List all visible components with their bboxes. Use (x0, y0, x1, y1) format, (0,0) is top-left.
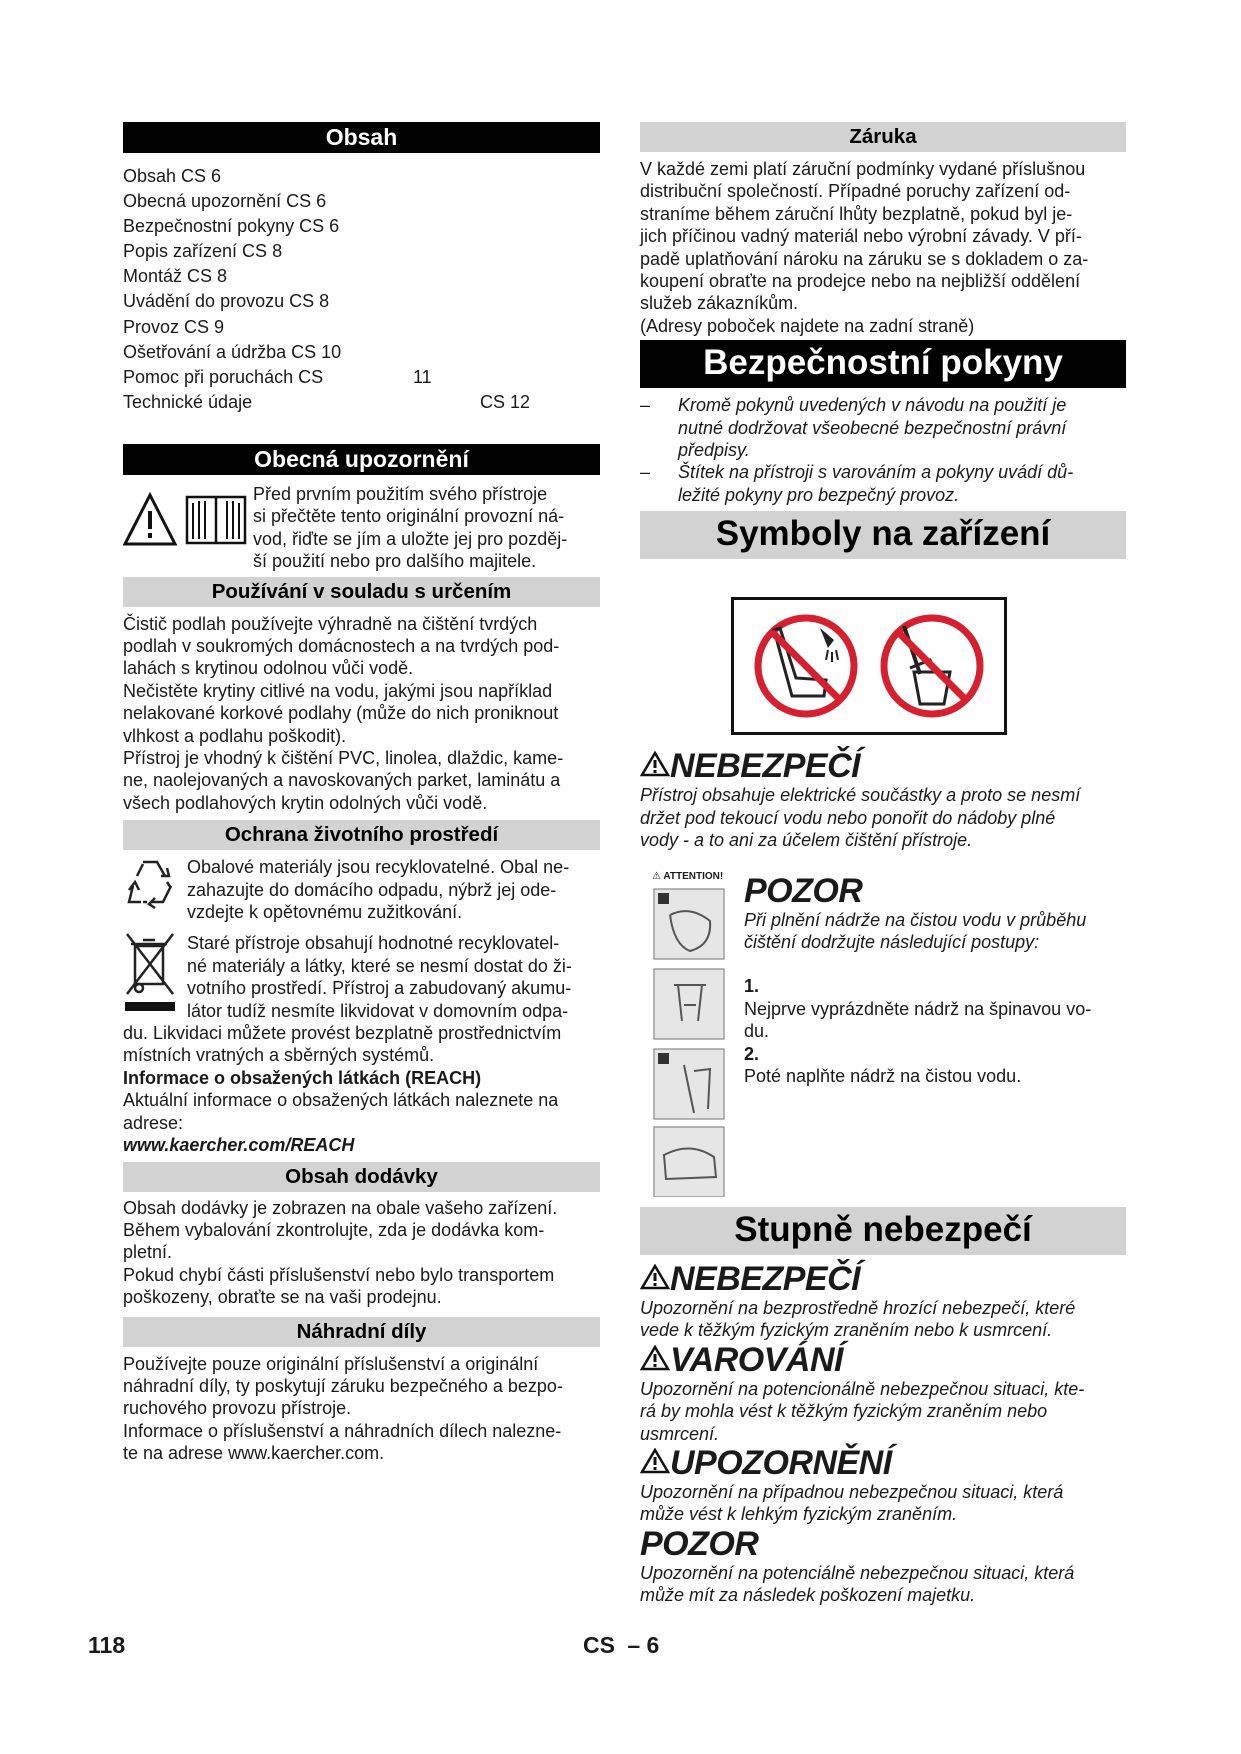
text-line: poškozeny, obraťte se na vaši prodejnu. (123, 1287, 442, 1308)
text-line: ne, naolejovaných a navoskovaných parket, laminátu a (123, 770, 561, 791)
attention-text: ATTENTION! (663, 870, 724, 882)
text-line: vod, řiďte se jím a uložte jej pro pozděj- (253, 528, 568, 549)
text-line: látor tudíž nesmíte likvidovat v domovním odpa- (187, 1000, 569, 1021)
text-line: Před prvním použitím svého přístroje (253, 483, 548, 504)
recycling-text (187, 856, 569, 923)
hazard-levels (640, 1261, 1126, 1607)
intended-use-heading: Používání v souladu s určením (123, 577, 600, 607)
toc-entry[interactable] (123, 164, 600, 189)
refill-pictograms (640, 869, 744, 1197)
text-line: ší použití nebo pro dalšího majitele. (253, 551, 537, 572)
crossed-bin-icon (123, 932, 177, 1014)
text-line: (Adresy poboček najdete na zadní straně) (640, 315, 975, 336)
toc-label[interactable]: Obsah CS 6 (123, 166, 222, 186)
weee-text (187, 932, 572, 1022)
warning-triangle-icon (640, 1264, 670, 1290)
delivery-heading: Obsah dodávky (123, 1162, 600, 1192)
text-line: zahazujte do domácího odpadu, nýbrž jej ode- (187, 879, 557, 900)
text-line: Používejte pouze originální příslušenství a originální (123, 1353, 539, 1374)
text-line: pletní. (123, 1242, 173, 1263)
text-line: podlah v soukromých domácnostech a na tvrdých pod- (123, 635, 560, 656)
text-line: Staré přístroje obsahují hodnotné recyklovatel- (187, 933, 560, 954)
warranty-text (640, 158, 1126, 337)
text-line: Obalové materiály jsou recyklovatelné. Obal ne- (187, 857, 570, 878)
text-line: padě uplatňování nároku na záruku se s dokladem o za- (640, 248, 1089, 269)
toc-label[interactable]: Obecná upozornění CS 6 (123, 191, 327, 212)
reach-link[interactable]: www.kaercher.com/REACH (123, 1135, 355, 1156)
text-line: Při plnění nádrže na čistou vodu v průběhu (744, 909, 1087, 930)
contents-heading: Obsah (123, 122, 600, 153)
warranty-heading: Záruka (640, 122, 1126, 152)
text-line: Upozornění na potenciálně nebezpečnou situaci, která (640, 1562, 1075, 1583)
text-line: vzdejte k opětovnému zužitkování. (187, 902, 463, 923)
weee-icon-wrap (123, 932, 187, 1014)
list-item (640, 394, 1126, 461)
text-line: koupení obraťte na prodejce nebo na nejbližší oddělení (640, 271, 1081, 292)
spare-parts-text (123, 1353, 600, 1465)
refill-steps (744, 975, 1091, 1087)
toc-entry[interactable] (123, 390, 600, 415)
step-number: 2. (744, 1043, 760, 1064)
level-notice-title: POZOR (640, 1524, 759, 1563)
toc-label[interactable]: Ošetřování a údržba CS 10 (123, 341, 342, 362)
text-line: všech podlahových krytin odolných vůči vodě. (123, 792, 488, 813)
attention-label (652, 869, 744, 885)
text-line: V každé zemi platí záruční podmínky vydané příslušnou (640, 159, 1086, 179)
toc-label[interactable]: Bezpečnostní pokyny CS 6 (123, 216, 340, 237)
level-notice-text (640, 1562, 1126, 1607)
text-line: Přístroj obsahuje elektrické součástky a proto se nesmí (640, 785, 1081, 806)
text-line: ležité pokyny pro bezpečný provoz. (678, 484, 960, 505)
text-line: usmrcení. (640, 1423, 720, 1444)
general-notes-text (253, 483, 567, 573)
toc-label[interactable]: Pomoc při poruchách CS (123, 366, 324, 387)
left-column (123, 122, 600, 1465)
refill-procedure-block (640, 869, 1126, 1197)
no-water-symbols-icon (734, 600, 1004, 732)
delivery-text (123, 1197, 600, 1309)
text-line: Přístroj je vhodný k čištění PVC, linolea, dlaždic, kame- (123, 748, 564, 768)
toc-label[interactable]: Popis zařízení CS 8 (123, 241, 283, 262)
text-line: lahách s krytinou odolnou vůči vodě. (123, 658, 414, 679)
toc-entry[interactable] (123, 189, 600, 214)
text-line: náhradní díly, ty poskytují záruku bezpečného a bezpo- (123, 1375, 563, 1396)
warning-and-manual-icon (123, 489, 247, 549)
text-line: rá by mohla vést k těžkým fyzickým zraněním nebo (640, 1401, 1048, 1422)
level-danger-title (640, 1261, 1126, 1297)
weee-text-continued (123, 1022, 600, 1156)
signal-word-text: NEBEZPEČÍ (670, 1260, 861, 1298)
text-line: Pokud chybí části příslušenství nebo bylo transportem (123, 1264, 555, 1285)
weee-block (123, 932, 600, 1022)
text-line: služeb zákazníkům. (640, 293, 799, 314)
text-line: držet pod tekoucí vodu nebo ponořit do nádoby plné (640, 807, 1056, 828)
toc-entry[interactable] (123, 239, 600, 264)
section-dash: – (627, 1632, 641, 1658)
text-line: nutné dodržovat všeobecné bezpečnostní právní (678, 417, 1067, 438)
text-line: předpisy. (678, 440, 750, 461)
text-line: Upozornění na bezprostředně hrozící nebezpečí, které (640, 1298, 1076, 1318)
right-column (640, 122, 1126, 1606)
text-line: vody - a to ani za účelem čištění přístroje. (640, 830, 973, 851)
list-item (640, 461, 1126, 506)
environment-heading: Ochrana životního prostředí (123, 820, 600, 850)
recycling-icon-wrap (123, 856, 187, 914)
text-line: du. (744, 1021, 770, 1042)
list-dash: – (640, 462, 651, 483)
section-page: 6 (646, 1632, 660, 1658)
recycling-icon (123, 856, 177, 914)
text-line: Kromě pokynů uvedených v návodu na použití je (678, 395, 1067, 416)
general-notes-heading: Obecná upozornění (123, 444, 600, 475)
signal-word-text: VAROVÁNÍ (670, 1340, 843, 1379)
toc-entry[interactable] (123, 264, 600, 289)
level-caution-title (640, 1445, 1126, 1481)
text-line: může mít za následek poškození majetku. (640, 1585, 976, 1606)
spare-parts-heading: Náhradní díly (123, 1317, 600, 1347)
warning-triangle-icon (640, 1448, 670, 1474)
prohibition-symbols-box (731, 597, 1007, 735)
text-line: vede k těžkým fyzickým zraněním nebo k usmrcení. (640, 1320, 1053, 1341)
signal-word-text: NEBEZPEČÍ (670, 747, 861, 786)
text-line: místních vratných a sběrných systémů. (123, 1045, 435, 1066)
text-line: ruchového provozu přístroje. (123, 1398, 352, 1419)
text-line: votního prostředí. Přístroj a zabudovaný akumu- (187, 978, 572, 999)
section-code: CS (583, 1632, 615, 1658)
toc-entry[interactable] (123, 214, 600, 239)
text-line: může vést k lehkým fyzickým zraněním. (640, 1504, 958, 1525)
text-line: čištění dodržujte následující postupy: (744, 931, 1040, 952)
level-warning-title (640, 1342, 1126, 1378)
toc-label[interactable]: Technické údaje (123, 391, 253, 412)
text-line: Nejprve vyprázdněte nádrž na špinavou vo- (744, 998, 1092, 1019)
section-page-label (583, 1632, 659, 1659)
refill-steps-diagram-icon (650, 885, 740, 1197)
text-line: te na adrese www.kaercher.com. (123, 1443, 385, 1464)
reach-title: Informace o obsažených látkách (REACH) (123, 1067, 482, 1088)
warning-triangle-icon (640, 1345, 670, 1371)
toc-page[interactable]: CS 12 (480, 391, 531, 412)
text-line: Poté naplňte nádrž na čistou vodu. (744, 1065, 1022, 1086)
text-line: du. Likvidaci můžete provést bezplatně prostřednictvím (123, 1023, 562, 1044)
text-line: distribuční společností. Případné poruchy zařízení od- (640, 181, 1071, 202)
toc-entry[interactable] (123, 315, 600, 340)
text-line: Obsah dodávky je zobrazen na obale vašeho zařízení. (123, 1197, 558, 1218)
text-line: straníme během záruční lhůty bezplatně, pokud byl je- (640, 203, 1073, 224)
level-danger-text (640, 1297, 1126, 1342)
safety-list (640, 394, 1126, 506)
text-line: né materiály a látky, které se nesmí dostat do ži- (187, 955, 572, 976)
text-line: Aktuální informace o obsažených látkách naleznete na (123, 1090, 559, 1111)
level-caution-text (640, 1481, 1126, 1526)
text-line: Čistič podlah používejte výhradně na čištění tvrdých (123, 613, 538, 634)
danger-signal-word (640, 748, 1126, 784)
table-of-contents (123, 164, 600, 415)
caution-signal-word: POZOR (744, 871, 863, 910)
signal-word-text: UPOZORNĚNÍ (670, 1444, 892, 1483)
text-line: Informace o příslušenství a náhradních dílech nalezne- (123, 1420, 562, 1441)
caution-text (744, 909, 1091, 954)
toc-page[interactable]: 11 (413, 366, 432, 387)
toc-entry[interactable] (123, 289, 600, 314)
text-line: Nečistěte krytiny citlivé na vodu, jakými jsou například (123, 680, 553, 701)
warning-small-icon: ⚠ (652, 870, 661, 882)
warning-manual-icons (123, 483, 253, 549)
level-warning-text (640, 1378, 1126, 1445)
text-line: Upozornění na potencionálně nebezpečnou situaci, kte- (640, 1378, 1085, 1399)
general-notes-block (123, 483, 600, 573)
list-item-text (678, 461, 1073, 506)
text-line: Během vybalování zkontrolujte, zda je dodávka kom- (123, 1219, 545, 1240)
text-line: nelakované korkové podlahy (může do nich proniknout (123, 703, 559, 724)
toc-entry[interactable] (123, 365, 600, 390)
safety-heading: Bezpečnostní pokyny (640, 340, 1126, 388)
warning-triangle-icon (640, 751, 670, 777)
recycling-block (123, 856, 600, 923)
toc-label[interactable]: Uvádění do provozu CS 8 (123, 291, 330, 312)
text-line: adrese: (123, 1112, 184, 1133)
text-line: Upozornění na případnou nebezpečnou situaci, která (640, 1482, 1064, 1503)
text-line: jich příčinou vadný materiál nebo výrobní závady. V pří- (640, 226, 1082, 247)
step-number: 1. (744, 976, 760, 997)
text-line: Štítek na přístroji s varováním a pokyny uvádí dů- (678, 462, 1074, 483)
toc-entry[interactable] (123, 340, 600, 365)
hazard-levels-heading: Stupně nebezpečí (640, 1207, 1126, 1255)
list-dash: – (640, 395, 651, 416)
device-symbols-heading: Symboly na zařízení (640, 511, 1126, 559)
page-number: 118 (88, 1632, 126, 1658)
toc-label[interactable]: Montáž CS 8 (123, 266, 228, 287)
text-line: si přečtěte tento originální provozní ná- (253, 506, 565, 527)
intended-use-text (123, 613, 600, 815)
danger-text (640, 784, 1126, 851)
list-item-text (678, 394, 1066, 461)
refill-procedure-text (744, 869, 1091, 1088)
text-line: vlhkost a podlahu poškodit). (123, 725, 347, 746)
toc-label[interactable]: Provoz CS 9 (123, 316, 225, 337)
